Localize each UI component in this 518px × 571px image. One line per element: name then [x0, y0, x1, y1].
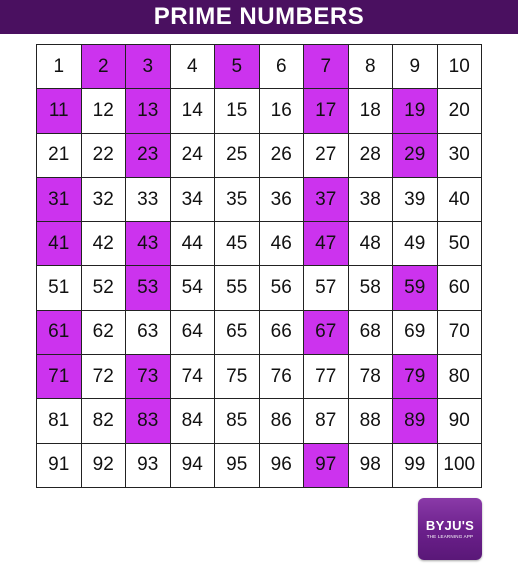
number-cell: 81: [37, 399, 82, 443]
number-cell: 88: [349, 399, 394, 443]
logo-brand-text: BYJU'S: [425, 517, 475, 533]
number-cell: 86: [260, 399, 305, 443]
number-cell: 50: [438, 222, 483, 266]
number-cell: 32: [82, 178, 127, 222]
number-cell: 25: [215, 134, 260, 178]
prime-number-cell: 89: [393, 399, 438, 443]
prime-number-cell: 83: [126, 399, 171, 443]
number-cell: 72: [82, 355, 127, 399]
prime-number-cell: 53: [126, 266, 171, 310]
number-cell: 65: [215, 311, 260, 355]
number-cell: 57: [304, 266, 349, 310]
number-cell: 100: [438, 444, 483, 488]
number-cell: 55: [215, 266, 260, 310]
number-cell: 36: [260, 178, 305, 222]
number-cell: 94: [171, 444, 216, 488]
prime-number-cell: 23: [126, 134, 171, 178]
number-cell: 30: [438, 134, 483, 178]
number-cell: 70: [438, 311, 483, 355]
prime-number-cell: 17: [304, 89, 349, 133]
prime-number-cell: 97: [304, 444, 349, 488]
number-cell: 40: [438, 178, 483, 222]
number-cell: 28: [349, 134, 394, 178]
number-cell: 68: [349, 311, 394, 355]
number-cell: 63: [126, 311, 171, 355]
number-cell: 95: [215, 444, 260, 488]
prime-number-cell: 19: [393, 89, 438, 133]
prime-number-grid: [36, 44, 482, 488]
number-cell: 78: [349, 355, 394, 399]
number-cell: 99: [393, 444, 438, 488]
number-cell: 24: [171, 134, 216, 178]
number-cell: 52: [82, 266, 127, 310]
prime-number-cell: 79: [393, 355, 438, 399]
number-cell: 8: [349, 45, 394, 89]
number-cell: 6: [260, 45, 305, 89]
prime-number-cell: 59: [393, 266, 438, 310]
number-cell: 46: [260, 222, 305, 266]
prime-number-cell: 61: [37, 311, 82, 355]
number-cell: 27: [304, 134, 349, 178]
number-cell: 4: [171, 45, 216, 89]
prime-number-cell: 29: [393, 134, 438, 178]
number-cell: 77: [304, 355, 349, 399]
number-cell: 66: [260, 311, 305, 355]
number-cell: 58: [349, 266, 394, 310]
number-cell: 1: [37, 45, 82, 89]
prime-number-cell: 73: [126, 355, 171, 399]
byjus-logo: [418, 498, 482, 560]
number-cell: 45: [215, 222, 260, 266]
number-cell: 22: [82, 134, 127, 178]
number-cell: 44: [171, 222, 216, 266]
number-cell: 98: [349, 444, 394, 488]
number-cell: 92: [82, 444, 127, 488]
number-cell: 64: [171, 311, 216, 355]
number-cell: 48: [349, 222, 394, 266]
number-cell: 15: [215, 89, 260, 133]
prime-number-cell: 13: [126, 89, 171, 133]
number-cell: 20: [438, 89, 483, 133]
prime-number-cell: 71: [37, 355, 82, 399]
number-cell: 16: [260, 89, 305, 133]
number-cell: 21: [37, 134, 82, 178]
number-cell: 18: [349, 89, 394, 133]
number-cell: 87: [304, 399, 349, 443]
number-cell: 82: [82, 399, 127, 443]
number-cell: 9: [393, 45, 438, 89]
number-cell: 33: [126, 178, 171, 222]
number-cell: 10: [438, 45, 483, 89]
number-cell: 14: [171, 89, 216, 133]
prime-number-cell: 3: [126, 45, 171, 89]
number-cell: 69: [393, 311, 438, 355]
page-header: [0, 0, 518, 34]
number-cell: 42: [82, 222, 127, 266]
prime-number-cell: 11: [37, 89, 82, 133]
number-cell: 12: [82, 89, 127, 133]
number-cell: 60: [438, 266, 483, 310]
page-title: PRIME NUMBERS: [153, 3, 365, 30]
number-cell: 62: [82, 311, 127, 355]
prime-number-cell: 67: [304, 311, 349, 355]
number-cell: 80: [438, 355, 483, 399]
number-cell: 26: [260, 134, 305, 178]
number-cell: 49: [393, 222, 438, 266]
number-cell: 34: [171, 178, 216, 222]
number-cell: 51: [37, 266, 82, 310]
number-cell: 38: [349, 178, 394, 222]
number-cell: 84: [171, 399, 216, 443]
prime-number-cell: 47: [304, 222, 349, 266]
number-cell: 93: [126, 444, 171, 488]
prime-number-cell: 31: [37, 178, 82, 222]
prime-number-cell: 5: [215, 45, 260, 89]
prime-number-cell: 2: [82, 45, 127, 89]
number-cell: 91: [37, 444, 82, 488]
number-cell: 76: [260, 355, 305, 399]
prime-number-cell: 41: [37, 222, 82, 266]
prime-number-cell: 37: [304, 178, 349, 222]
number-cell: 35: [215, 178, 260, 222]
number-cell: 85: [215, 399, 260, 443]
number-cell: 96: [260, 444, 305, 488]
logo-tagline-text: THE LEARNING APP: [426, 533, 474, 539]
number-cell: 74: [171, 355, 216, 399]
number-cell: 39: [393, 178, 438, 222]
number-cell: 54: [171, 266, 216, 310]
number-cell: 90: [438, 399, 483, 443]
number-cell: 56: [260, 266, 305, 310]
prime-number-cell: 7: [304, 45, 349, 89]
prime-number-cell: 43: [126, 222, 171, 266]
number-cell: 75: [215, 355, 260, 399]
